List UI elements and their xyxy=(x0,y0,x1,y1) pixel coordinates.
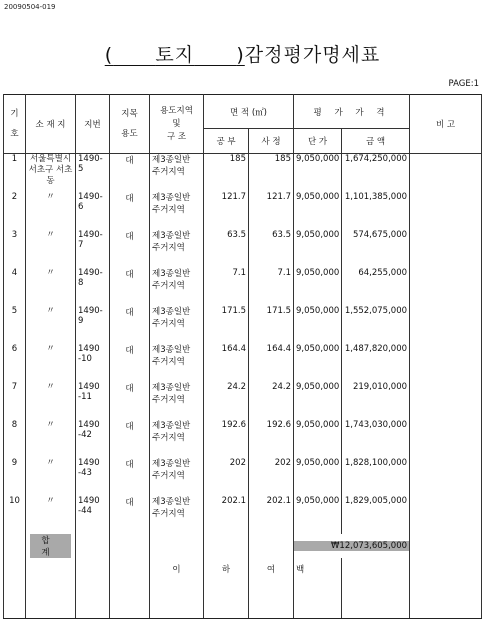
row-location: 〃 xyxy=(26,230,76,268)
row-lot: 1490 -11 xyxy=(76,382,110,420)
row-remarks xyxy=(410,344,482,382)
row-zoning: 제3종일반 주거지역 xyxy=(150,458,204,496)
row-number: 9 xyxy=(4,458,26,496)
row-remarks xyxy=(410,230,482,268)
row-amount: 1,829,005,000 xyxy=(342,496,410,534)
header-area: 면 적 (㎡) xyxy=(204,95,294,129)
row-area-ledger: 164.4 xyxy=(204,344,249,382)
title-category-bracket: ( 토지 ) xyxy=(104,44,245,66)
closing-word: 이 xyxy=(150,558,204,580)
row-remarks xyxy=(410,192,482,230)
row-area-actual: 202.1 xyxy=(249,496,294,534)
row-category: 대 xyxy=(110,458,150,496)
row-amount: 574,675,000 xyxy=(342,230,410,268)
row-area-ledger: 63.5 xyxy=(204,230,249,268)
row-zoning: 제3종일반 주거지역 xyxy=(150,154,204,193)
row-area-ledger: 202.1 xyxy=(204,496,249,534)
total-label: 합 계 xyxy=(30,534,71,558)
row-remarks xyxy=(410,306,482,344)
table-row xyxy=(4,306,482,344)
row-unit-price: 9,050,000 xyxy=(294,496,342,534)
row-area-ledger: 24.2 xyxy=(204,382,249,420)
appraisal-table xyxy=(3,94,482,619)
row-remarks xyxy=(410,458,482,496)
row-lot: 1490-5 xyxy=(76,154,110,193)
row-area-actual: 192.6 xyxy=(249,420,294,458)
row-amount: 1,487,820,000 xyxy=(342,344,410,382)
row-area-actual: 202 xyxy=(249,458,294,496)
row-lot: 1490 -43 xyxy=(76,458,110,496)
row-category: 대 xyxy=(110,382,150,420)
header-location: 소 재 지 xyxy=(26,95,76,154)
total-amount: ₩12,073,605,000 xyxy=(294,541,409,551)
row-location: 〃 xyxy=(26,420,76,458)
row-remarks xyxy=(410,420,482,458)
row-remarks xyxy=(410,382,482,420)
row-zoning: 제3종일반 주거지역 xyxy=(150,382,204,420)
row-unit-price: 9,050,000 xyxy=(294,306,342,344)
row-remarks xyxy=(410,268,482,306)
row-area-actual: 164.4 xyxy=(249,344,294,382)
table-row xyxy=(4,230,482,268)
row-location: 〃 xyxy=(26,192,76,230)
closing-word: 백 xyxy=(294,558,342,580)
row-zoning: 제3종일반 주거지역 xyxy=(150,230,204,268)
table-row xyxy=(4,382,482,420)
page-number: PAGE:1 xyxy=(448,79,479,89)
row-amount: 64,255,000 xyxy=(342,268,410,306)
row-area-actual: 121.7 xyxy=(249,192,294,230)
row-zoning: 제3종일반 주거지역 xyxy=(150,344,204,382)
row-area-actual: 24.2 xyxy=(249,382,294,420)
row-category: 대 xyxy=(110,268,150,306)
row-unit-price: 9,050,000 xyxy=(294,154,342,193)
row-number: 6 xyxy=(4,344,26,382)
header-remarks: 비 고 xyxy=(410,95,482,154)
table-row xyxy=(4,344,482,382)
table-row xyxy=(4,268,482,306)
row-remarks xyxy=(410,154,482,193)
row-lot: 1490 -42 xyxy=(76,420,110,458)
row-unit-price: 9,050,000 xyxy=(294,420,342,458)
row-category: 대 xyxy=(110,344,150,382)
row-zoning: 제3종일반 주거지역 xyxy=(150,192,204,230)
table-row xyxy=(4,496,482,534)
table-row xyxy=(4,192,482,230)
table-row xyxy=(4,154,482,193)
row-lot: 1490-6 xyxy=(76,192,110,230)
row-number: 4 xyxy=(4,268,26,306)
row-area-ledger: 202 xyxy=(204,458,249,496)
title-text: 감정평가명세표 xyxy=(244,44,381,66)
row-unit-price: 9,050,000 xyxy=(294,192,342,230)
row-number: 8 xyxy=(4,420,26,458)
row-lot: 1490-8 xyxy=(76,268,110,306)
row-number: 3 xyxy=(4,230,26,268)
row-amount: 1,101,385,000 xyxy=(342,192,410,230)
header-zoning: 용도지역 및 구 조 xyxy=(150,95,204,154)
header-lot: 지번 xyxy=(76,95,110,154)
row-area-actual: 171.5 xyxy=(249,306,294,344)
row-category: 대 xyxy=(110,230,150,268)
row-amount: 1,828,100,000 xyxy=(342,458,410,496)
row-zoning: 제3종일반 주거지역 xyxy=(150,306,204,344)
row-category: 대 xyxy=(110,154,150,193)
row-number: 10 xyxy=(4,496,26,534)
row-lot: 1490-9 xyxy=(76,306,110,344)
row-amount: 1,674,250,000 xyxy=(342,154,410,193)
row-area-ledger: 192.6 xyxy=(204,420,249,458)
page-title xyxy=(0,40,485,67)
row-location: 〃 xyxy=(26,344,76,382)
row-area-ledger: 7.1 xyxy=(204,268,249,306)
row-location: 〃 xyxy=(26,382,76,420)
row-amount: 219,010,000 xyxy=(342,382,410,420)
document-id: 20090504-019 xyxy=(4,3,56,11)
row-amount: 1,743,030,000 xyxy=(342,420,410,458)
closing-word: 하 xyxy=(204,558,249,580)
row-area-actual: 63.5 xyxy=(249,230,294,268)
row-area-actual: 185 xyxy=(249,154,294,193)
header-amount: 금 액 xyxy=(342,129,410,154)
row-area-ledger: 171.5 xyxy=(204,306,249,344)
row-number: 5 xyxy=(4,306,26,344)
row-location: 〃 xyxy=(26,458,76,496)
row-number: 1 xyxy=(4,154,26,193)
row-unit-price: 9,050,000 xyxy=(294,344,342,382)
header-category: 지목 용도 xyxy=(110,95,150,154)
row-category: 대 xyxy=(110,306,150,344)
table-row xyxy=(4,420,482,458)
row-location: 〃 xyxy=(26,306,76,344)
row-location: 〃 xyxy=(26,496,76,534)
row-unit-price: 9,050,000 xyxy=(294,230,342,268)
header-area-ledger: 공 부 xyxy=(204,129,249,154)
header-number: 기 호 xyxy=(4,95,26,154)
title-kind: 토지 xyxy=(155,44,195,66)
row-zoning: 제3종일반 주거지역 xyxy=(150,420,204,458)
row-amount: 1,552,075,000 xyxy=(342,306,410,344)
row-lot: 1490 -44 xyxy=(76,496,110,534)
row-remarks xyxy=(410,496,482,534)
header-valuation: 평 가 가 격 xyxy=(294,95,410,129)
row-unit-price: 9,050,000 xyxy=(294,268,342,306)
row-location: 서울특별시 서초구 서초동 xyxy=(26,154,76,193)
total-row xyxy=(4,534,482,558)
table-row xyxy=(4,458,482,496)
row-number: 7 xyxy=(4,382,26,420)
header-area-actual: 사 정 xyxy=(249,129,294,154)
row-lot: 1490-7 xyxy=(76,230,110,268)
row-category: 대 xyxy=(110,192,150,230)
row-lot: 1490 -10 xyxy=(76,344,110,382)
row-unit-price: 9,050,000 xyxy=(294,458,342,496)
row-area-ledger: 121.7 xyxy=(204,192,249,230)
blank-row xyxy=(4,580,482,619)
row-number: 2 xyxy=(4,192,26,230)
closing-words-row xyxy=(4,558,482,580)
row-unit-price: 9,050,000 xyxy=(294,382,342,420)
row-area-actual: 7.1 xyxy=(249,268,294,306)
row-area-ledger: 185 xyxy=(204,154,249,193)
row-zoning: 제3종일반 주거지역 xyxy=(150,268,204,306)
closing-word: 여 xyxy=(249,558,294,580)
row-zoning: 제3종일반 주거지역 xyxy=(150,496,204,534)
header-unit-price: 단 가 xyxy=(294,129,342,154)
row-category: 대 xyxy=(110,496,150,534)
row-category: 대 xyxy=(110,420,150,458)
row-location: 〃 xyxy=(26,268,76,306)
